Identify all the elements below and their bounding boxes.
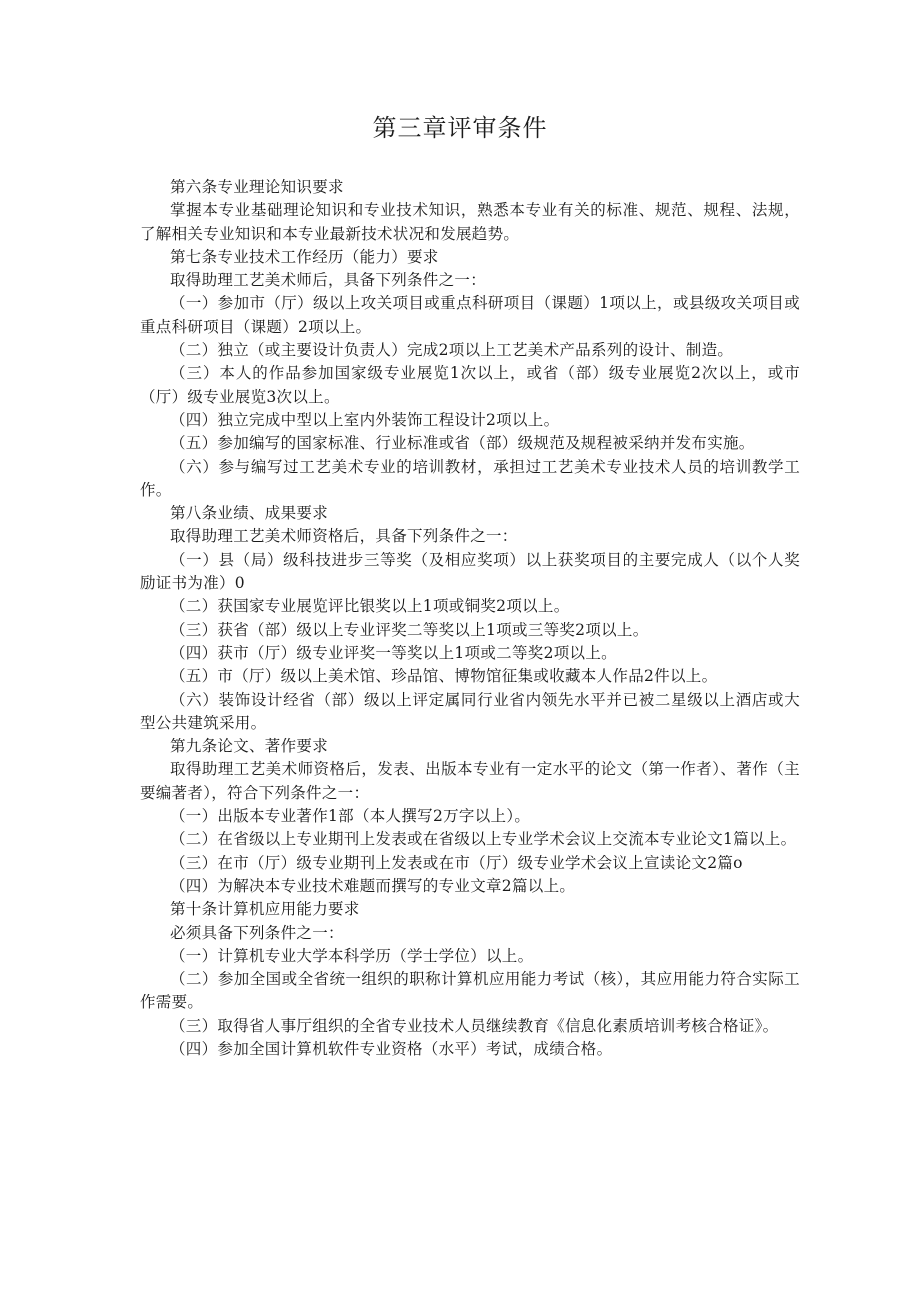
list-item: （二）独立（或主要设计负责人）完成2项以上工艺美术产品系列的设计、制造。 [170,341,734,360]
body-paragraph: 取得助理工艺美术师资格后，具备下列条件之一： [170,527,518,546]
article-heading: 第七条专业技术工作经历（能力）要求 [170,247,439,266]
body-paragraph: 掌握本专业基础理论知识和专业技术知识，熟悉本专业有关的标准、规范、规程、法规，了解相关专业知识和本专业最新技术状况和发展趋势。 [140,201,800,243]
list-item: （三）在市（厅）级专业期刊上发表或在市（厅）级专业学术会议上宣读论文2篇o [170,853,743,872]
list-item: （一）参加市（厅）级以上攻关项目或重点科研项目（课题）1项以上，或县级攻关项目或重点科研项目（课题）2项以上。 [140,294,800,336]
list-item: （三）取得省人事厅组织的全省专业技术人员继续教育《信息化素质培训考核合格证》。 [170,1016,779,1035]
list-item: （二）在省级以上专业期刊上发表或在省级以上专业学术会议上交流本专业论文1篇以上。 [170,830,797,849]
list-item: （一）计算机专业大学本科学历（学士学位）以上。 [170,946,534,965]
article-heading: 第八条业绩、成果要求 [170,504,329,523]
list-item: （二）参加全国或全省统一组织的职称计算机应用能力考试（核），其应用能力符合实际工作需要。 [140,970,800,1012]
list-item: （六）参与编写过工艺美术专业的培训教材，承担过工艺美术专业技术人员的培训教学工作。 [140,457,800,499]
article-heading: 第十条计算机应用能力要求 [170,900,360,919]
article-heading: 第六条专业理论知识要求 [170,178,344,196]
list-item: （四）获市（厅）级专业评奖一等奖以上1项或二等奖2项以上。 [170,643,617,662]
list-item: （一）县（局）级科技进步三等奖（及相应奖项）以上获奖项目的主要完成人（以个人奖励证书为准）0 [140,550,800,593]
document-body [140,176,800,1061]
list-item: （三）本人的作品参加国家级专业展览1次以上，或省（部）级专业展览2次以上，或市（厅）级专业展览3次以上。 [140,364,800,406]
list-item: （五）参加编写的国家标准、行业标准或省（部）级规范及规程被采纳并发布实施。 [170,434,755,453]
list-item: （一）出版本专业著作1部（本人撰写2万字以上）。 [170,807,531,826]
list-item: （四）参加全国计算机软件专业资格（水平）考试，成绩合格。 [170,1039,613,1058]
list-item: （四）独立完成中型以上室内外装饰工程设计2项以上。 [170,410,560,429]
body-paragraph: 必须具备下列条件之一： [170,923,344,942]
article-heading: 第九条论文、著作要求 [170,737,329,756]
list-item: （六）装饰设计经省（部）级以上评定属同行业省内领先水平并已被二星级以上酒店或大型公共建筑采用。 [140,690,800,732]
list-item: （五）市（厅）级以上美术馆、珍品馆、博物馆征集或收藏本人作品2件以上。 [170,667,718,686]
chapter-title: 第三章评审条件 [372,114,548,142]
list-item: （四）为解决本专业技术难题而撰写的专业文章2篇以上。 [170,876,576,895]
body-paragraph: 取得助理工艺美术师资格后，发表、出版本专业有一定水平的论文（第一作者）、著作（主要编著者），符合下列条件之一： [140,760,800,802]
list-item: （二）获国家专业展览评比银奖以上1项或铜奖2项以上。 [170,597,570,616]
body-paragraph: 取得助理工艺美术师后，具备下列条件之一： [170,271,487,290]
list-item: （三）获省（部）级以上专业评奖二等奖以上1项或三等奖2项以上。 [170,620,649,639]
